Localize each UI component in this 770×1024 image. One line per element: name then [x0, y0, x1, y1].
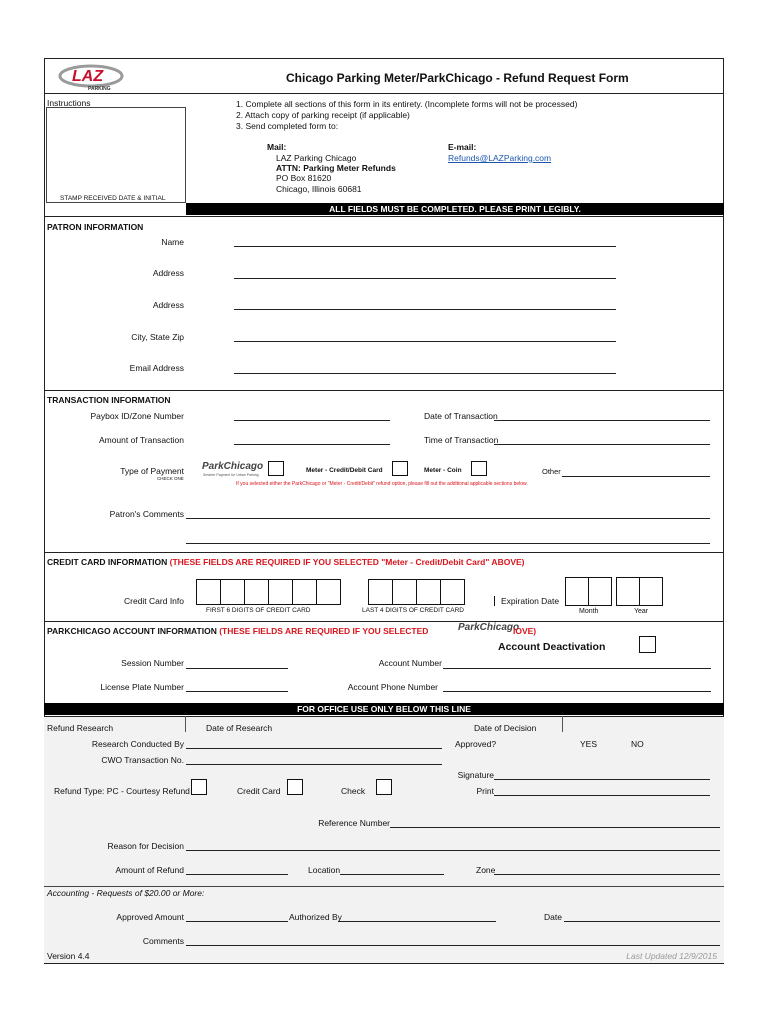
payment-coin-label: Meter - Coin: [424, 467, 462, 474]
approved-amount-label: Approved Amount: [116, 912, 184, 922]
deactivation-label: Account Deactivation: [498, 641, 606, 653]
payment-type-label: Type of Payment: [120, 466, 184, 476]
authorized-by-label: Authorized By: [289, 912, 342, 922]
approved-label: Approved?: [455, 739, 497, 749]
patron-comments-field[interactable]: [186, 518, 710, 519]
expiration-text: Expiration Date: [494, 596, 559, 606]
patron-comments-field-2[interactable]: [186, 543, 710, 544]
patron-address2-label: Address: [152, 300, 184, 310]
accounting-date-label: Date: [544, 912, 562, 922]
patron-divider: [44, 390, 724, 391]
parkchicago-heading-text: PARKCHICAGO ACCOUNT INFORMATION: [47, 626, 217, 636]
payment-note: If you selected either the ParkChicago or "Meter - Credit/Debit" refund option, please fill out the additional applicable sections below.: [236, 481, 528, 487]
credit-heading-red: (THESE FIELDS ARE REQUIRED IF YOU SELECTED "Meter - Credit/Debit Card" ABOVE): [169, 557, 525, 567]
mail-line-3: PO Box 81620: [276, 173, 332, 183]
year-digits-group: [616, 577, 663, 606]
payment-parkchicago-checkbox[interactable]: [268, 461, 284, 476]
patron-address-field[interactable]: [234, 278, 616, 279]
parkchicago-heading-end: IOVE): [513, 626, 537, 636]
phone-field[interactable]: [443, 691, 711, 692]
payment-credit-checkbox[interactable]: [392, 461, 408, 476]
last-updated-label: Last Updated 12/9/2015: [626, 951, 717, 961]
session-field[interactable]: [186, 668, 288, 669]
patron-heading: PATRON INFORMATION: [47, 222, 144, 232]
refund-credit-label: Credit Card: [237, 786, 281, 796]
version-label: Version 4.4: [47, 951, 90, 961]
patron-address-label: Address: [152, 268, 184, 278]
first6-digit-box[interactable]: [220, 579, 245, 605]
signature-label: Signature: [457, 770, 494, 780]
approved-amount-field[interactable]: [186, 921, 288, 922]
parkchicago-inline-logo-text: ParkChicago: [458, 622, 520, 633]
parkchicago-heading: [47, 626, 428, 636]
instructions-divider: [44, 216, 724, 217]
mail-line-4: Chicago, Illinois 60681: [276, 184, 362, 194]
first6-label: FIRST 6 DIGITS OF CREDIT CARD: [206, 607, 311, 614]
print-label: Print: [476, 786, 494, 796]
first6-digit-box[interactable]: [196, 579, 221, 605]
patron-name-label: Name: [161, 237, 184, 247]
cwo-field[interactable]: [186, 764, 442, 765]
office-use-banner: FOR OFFICE USE ONLY BELOW THIS LINE: [44, 703, 724, 715]
transaction-time-label: Time of Transaction: [424, 435, 499, 445]
transaction-date-label: Date of Transaction: [424, 411, 498, 421]
reference-field[interactable]: [390, 827, 720, 828]
last4-digit-box[interactable]: [392, 579, 417, 605]
comments-field[interactable]: [186, 945, 720, 946]
research-by-label: Research Conducted By: [91, 739, 184, 749]
phone-label: Account Phone Number: [347, 682, 438, 692]
laz-logo: [58, 62, 128, 92]
first6-digit-box[interactable]: [268, 579, 293, 605]
refund-check-label: Check: [341, 786, 366, 796]
transaction-divider: [44, 552, 724, 553]
first6-digit-box[interactable]: [316, 579, 341, 605]
location-label: Location: [308, 865, 341, 875]
refund-check-checkbox[interactable]: [376, 779, 392, 795]
date-decision-label: Date of Decision: [474, 723, 537, 733]
refund-research-label: Refund Research: [47, 723, 114, 733]
instruction-step-3: 3. Send completed form to:: [236, 121, 339, 131]
year-digit-box[interactable]: [639, 577, 663, 606]
refund-pc-checkbox[interactable]: [191, 779, 207, 795]
check-one-label: CHECK ONE: [157, 476, 184, 481]
reason-label: Reason for Decision: [107, 841, 184, 851]
reason-field[interactable]: [186, 850, 720, 851]
stamp-box: [46, 107, 186, 203]
location-field[interactable]: [340, 874, 444, 875]
deactivation-checkbox[interactable]: [639, 636, 656, 653]
office-decision-vline: [562, 716, 563, 732]
transaction-amount-label: Amount of Transaction: [98, 435, 184, 445]
accounting-label: Accounting - Requests of $20.00 or More:: [47, 888, 205, 898]
payment-credit-label: Meter - Credit/Debit Card: [306, 467, 383, 474]
year-label: Year: [634, 608, 649, 615]
expiration-label: [494, 596, 559, 606]
patron-name-field[interactable]: [234, 246, 616, 247]
mail-label: Mail:: [267, 142, 287, 152]
page-title: Chicago Parking Meter/ParkChicago - Refund Request Form: [286, 71, 629, 85]
all-fields-banner: ALL FIELDS MUST BE COMPLETED. PLEASE PRINT LEGIBLY.: [186, 203, 724, 215]
authorized-by-field[interactable]: [338, 921, 496, 922]
last4-digits-group: [368, 579, 465, 605]
logo-sub: PARKING: [88, 86, 111, 92]
payment-coin-checkbox[interactable]: [471, 461, 487, 476]
patron-email-field[interactable]: [234, 373, 616, 374]
refund-amount-field[interactable]: [186, 874, 288, 875]
patron-address2-field[interactable]: [234, 309, 616, 310]
patron-city-label: City, State Zip: [131, 332, 184, 342]
comments-label: Comments: [142, 936, 184, 946]
approved-yes[interactable]: YES: [580, 739, 598, 749]
credit-info-label: Credit Card Info: [124, 596, 184, 606]
reference-label: Reference Number: [318, 818, 390, 828]
email-link[interactable]: Refunds@LAZParking.com: [448, 153, 552, 163]
payment-other-field[interactable]: [562, 476, 710, 477]
paybox-field[interactable]: [234, 420, 390, 421]
instruction-step-1: 1. Complete all sections of this form in its entirety. (Incomplete forms will not be processed): [236, 99, 578, 109]
instruction-step-2: 2. Attach copy of parking receipt (if applicable): [236, 110, 410, 120]
mail-line-1: LAZ Parking Chicago: [276, 153, 357, 163]
plate-field[interactable]: [186, 691, 288, 692]
refund-credit-checkbox[interactable]: [287, 779, 303, 795]
email-label: E-mail:: [448, 142, 477, 152]
parkchicago-inline-logo: [458, 622, 519, 633]
stamp-label: STAMP RECEIVED DATE & INITIAL: [60, 195, 166, 202]
patron-comments-label: Patron's Comments: [109, 509, 184, 519]
zone-label: Zone: [476, 865, 496, 875]
patron-city-field[interactable]: [234, 341, 616, 342]
cwo-label: CWO Transaction No.: [101, 755, 184, 765]
first6-digit-box[interactable]: [244, 579, 269, 605]
research-by-field[interactable]: [186, 748, 442, 749]
plate-label: License Plate Number: [100, 682, 184, 692]
mail-line-2: ATTN: Parking Meter Refunds: [276, 163, 396, 173]
payment-other-label: Other: [542, 467, 561, 476]
first6-digit-box[interactable]: [292, 579, 317, 605]
credit-divider: [44, 621, 724, 622]
header-divider: [44, 93, 724, 94]
refund-type-label: Refund Type: PC - Courtesy Refund: [54, 786, 190, 796]
month-digit-box[interactable]: [565, 577, 589, 606]
month-digits-group: [565, 577, 612, 606]
paybox-label: Paybox ID/Zone Number: [90, 411, 184, 421]
last4-digit-box[interactable]: [416, 579, 441, 605]
last4-digit-box[interactable]: [368, 579, 393, 605]
account-label: Account Number: [378, 658, 442, 668]
accounting-date-field[interactable]: [564, 921, 720, 922]
parkchicago-logo-text: ParkChicago: [202, 461, 264, 472]
patron-email-label: Email Address: [129, 363, 184, 373]
credit-heading-text: CREDIT CARD INFORMATION: [47, 557, 168, 567]
signature-field[interactable]: [494, 779, 710, 780]
instructions-label: Instructions: [47, 98, 91, 108]
print-field[interactable]: [494, 795, 710, 796]
parkchicago-logo: [202, 461, 263, 472]
approved-no[interactable]: NO: [631, 739, 644, 749]
parkchicago-tagline: Smarter Payment for Urban Parking: [203, 473, 259, 477]
parkchicago-heading-red: (THESE FIELDS ARE REQUIRED IF YOU SELECTED: [219, 626, 429, 636]
zone-field[interactable]: [494, 874, 720, 875]
transaction-heading: TRANSACTION INFORMATION: [47, 395, 171, 405]
transaction-amount-field[interactable]: [234, 444, 390, 445]
date-research-label: Date of Research: [206, 723, 273, 733]
month-digit-box[interactable]: [588, 577, 612, 606]
session-label: Session Number: [121, 658, 184, 668]
logo-text: LAZ: [72, 68, 104, 85]
account-field[interactable]: [443, 668, 711, 669]
year-digit-box[interactable]: [616, 577, 640, 606]
last4-digit-box[interactable]: [440, 579, 465, 605]
refund-amount-label: Amount of Refund: [115, 865, 184, 875]
last4-label: LAST 4 DIGITS OF CREDIT CARD: [362, 607, 464, 614]
month-label: Month: [579, 608, 599, 615]
transaction-time-field[interactable]: [494, 444, 710, 445]
transaction-date-field[interactable]: [494, 420, 710, 421]
office-research-vline: [185, 716, 186, 732]
first6-digits-group: [196, 579, 341, 605]
credit-heading: [47, 557, 525, 567]
